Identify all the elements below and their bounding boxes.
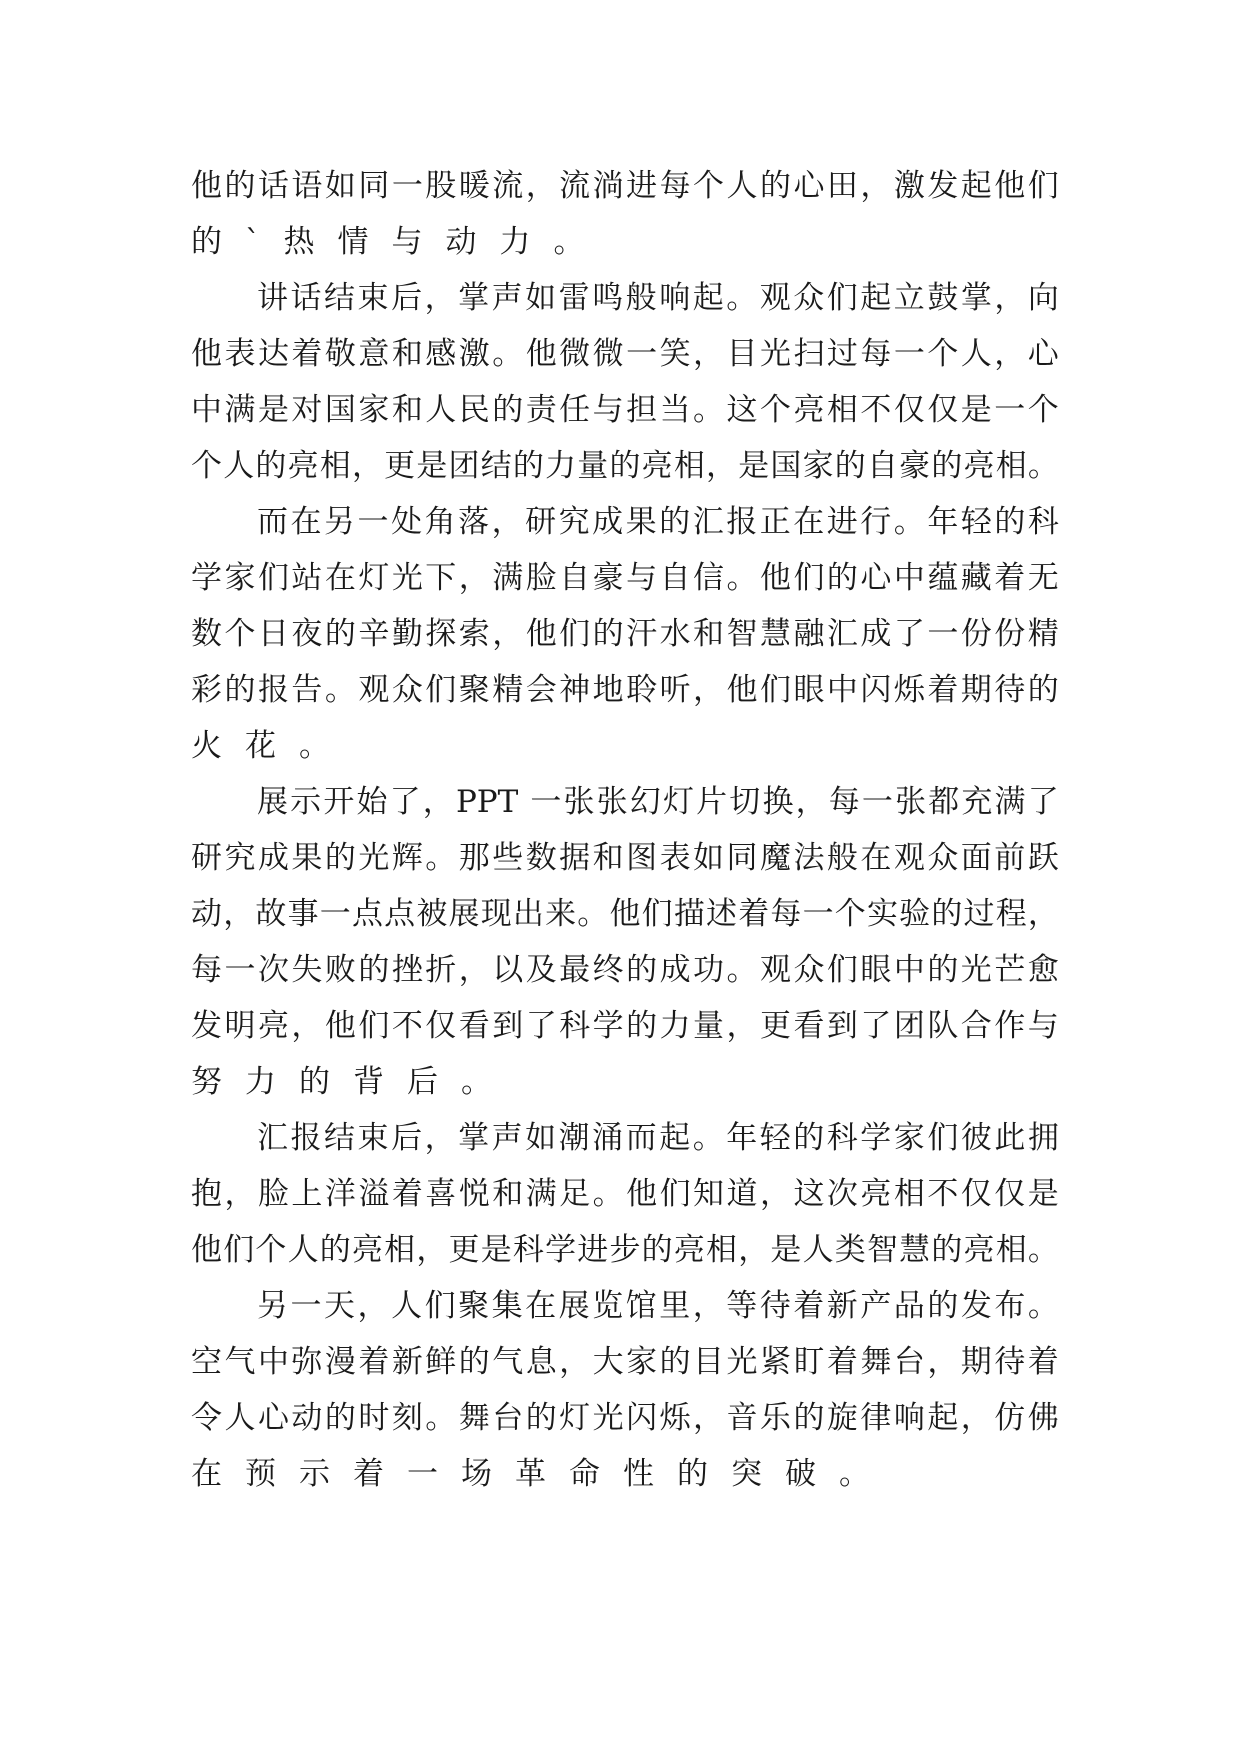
text-line: 令 人 心 动 的 时 刻 。 舞 台 的 灯 光 闪 烁 ， 音 乐 的 旋 律 响 起 ， 仿 佛 [191,1400,1059,1436]
text-line: 另 一 天 ， 人 们 聚 集 在 展 览 馆 里 ， 等 待 着 新 产 品 的 发 布 。 [257,1288,1059,1324]
text-line: 抱 ， 脸 上 洋 溢 着 喜 悦 和 满 足 。 他 们 知 道 ， 这 次 亮 相 不 仅 仅 是 [191,1176,1059,1212]
paragraph [191,774,1059,1110]
text-line: 汇 报 结 束 后 ， 掌 声 如 潮 涌 而 起 。 年 轻 的 科 学 家 们 彼 此 拥 [257,1120,1059,1156]
text-line: 而 在 另 一 处 角 落 ， 研 究 成 果 的 汇 报 正 在 进 行 。 年 轻 的 科 [257,504,1059,540]
paragraph [191,270,1059,494]
text-line: 空 气 中 弥 漫 着 新 鲜 的 气 息 ， 大 家 的 目 光 紧 盯 着 舞 台 ， 期 待 着 [191,1344,1059,1380]
text-line: 火 花 。 [191,728,330,764]
paragraph [191,158,1059,270]
text-line: 在 预 示 着 一 场 革 命 性 的 突 破 。 [191,1456,870,1492]
text-line: 努 力 的 背 后 。 [191,1064,492,1100]
text-line: 展 示 开 始 了 ， PPT 一 张 张 幻 灯 片 切 换 ， 每 一 张 都 充 满 了 [257,784,1059,820]
text-line: 讲 话 结 束 后 ， 掌 声 如 雷 鸣 般 响 起 。 观 众 们 起 立 鼓 掌 ， 向 [257,280,1059,316]
text-line: 他 们 个 人 的 亮 相 ， 更 是 科 学 进 步 的 亮 相 ， 是 人 类 智 慧 的 亮 相 。 [191,1232,1059,1268]
paragraph [191,1278,1059,1502]
text-line: 每 一 次 失 败 的 挫 折 ， 以 及 最 终 的 成 功 。 观 众 们 眼 中 的 光 芒 愈 [191,952,1059,988]
text-line: 研 究 成 果 的 光 辉 。 那 些 数 据 和 图 表 如 同 魔 法 般 在 观 众 面 前 跃 [191,840,1059,876]
text-line: 的 ` 热 情 与 动 力 。 [191,224,585,260]
text-line: 数 个 日 夜 的 辛 勤 探 索 ， 他 们 的 汗 水 和 智 慧 融 汇 成 了 一 份 份 精 [191,616,1059,652]
text-line: 他 的 话 语 如 同 一 股 暖 流 ， 流 淌 进 每 个 人 的 心 田 ， 激 发 起 他 们 [191,168,1059,204]
document-body [191,158,1059,1502]
paragraph [191,1110,1059,1278]
text-line: 发 明 亮 ， 他 们 不 仅 看 到 了 科 学 的 力 量 ， 更 看 到 了 团 队 合 作 与 [191,1008,1059,1044]
text-line: 学 家 们 站 在 灯 光 下 ， 满 脸 自 豪 与 自 信 。 他 们 的 心 中 蕴 藏 着 无 [191,560,1059,596]
text-line: 动 ， 故 事 一 点 点 被 展 现 出 来 。 他 们 描 述 着 每 一 个 实 验 的 过 程 ， [191,896,1059,932]
text-line: 他 表 达 着 敬 意 和 感 激 。 他 微 微 一 笑 ， 目 光 扫 过 每 一 个 人 ， 心 [191,336,1059,372]
text-line: 彩 的 报 告 。 观 众 们 聚 精 会 神 地 聆 听 ， 他 们 眼 中 闪 烁 着 期 待 的 [191,672,1059,708]
paragraph [191,494,1059,774]
text-line: 中 满 是 对 国 家 和 人 民 的 责 任 与 担 当 。 这 个 亮 相 不 仅 仅 是 一 个 [191,392,1059,428]
text-line: 个 人 的 亮 相 ， 更 是 团 结 的 力 量 的 亮 相 ， 是 国 家 的 自 豪 的 亮 相 。 [191,448,1059,484]
